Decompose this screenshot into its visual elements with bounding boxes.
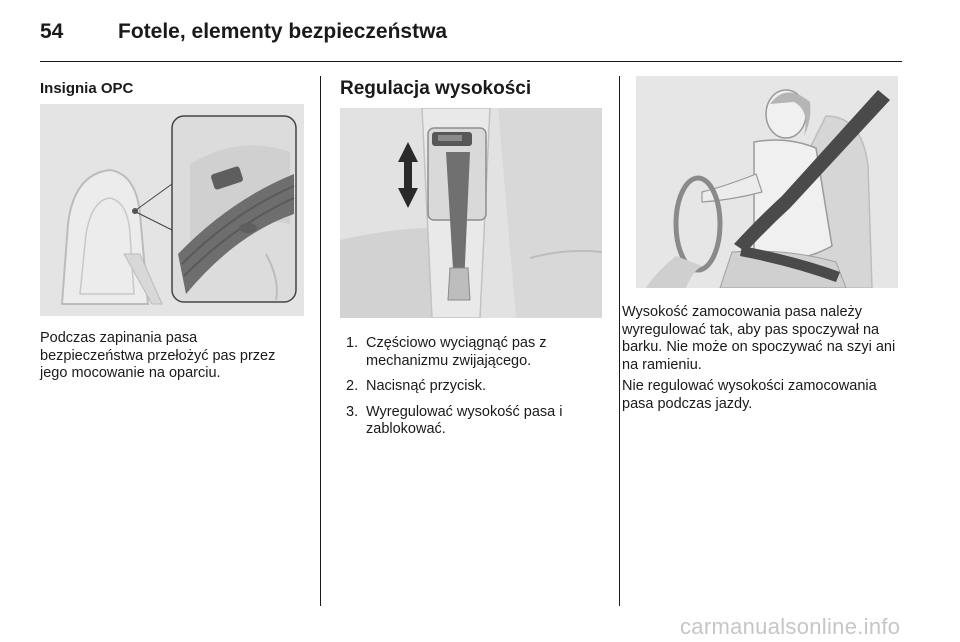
page-number: 54	[40, 20, 64, 43]
step-text: Nacisnąć przycisk.	[366, 378, 487, 394]
page-title: Fotele, elementy bezpieczeństwa	[118, 20, 448, 43]
list-item	[340, 378, 602, 396]
seat-belt-guide-illustration	[40, 104, 304, 316]
watermark: carmanualsonline.info	[680, 614, 901, 639]
step-number: 2.	[346, 378, 359, 394]
page-header	[40, 14, 902, 60]
column-divider-right	[619, 76, 620, 606]
step-number: 1.	[346, 335, 359, 351]
step-text: Częściowo wyciągnąć pas z mechanizmu zwijającego.	[366, 335, 547, 369]
column-height-adjustment	[340, 78, 602, 437]
figure-opc-seat-belt-guide	[40, 104, 304, 316]
belt-position-paragraph: Wysokość zamocowania pasa należy wyregulować tak, aby pas spoczywał na barku. Nie może on spoczywać na szyi ani na ramieniu.	[622, 304, 896, 373]
step-text: Wyregulować wysokość pasa i zablokować.	[366, 403, 563, 437]
header-rule	[40, 61, 902, 62]
list-item	[340, 335, 602, 370]
figure-driver-belt-position	[636, 76, 898, 288]
column-opc	[40, 78, 304, 381]
figure-belt-height-adjuster	[340, 108, 602, 318]
step-number: 3.	[346, 403, 359, 420]
section-heading-opc: Insignia OPC	[40, 80, 134, 97]
driver-seatbelt-illustration	[636, 76, 898, 288]
adjustment-steps-list	[340, 335, 602, 447]
driving-warning-paragraph: Nie regulować wysokości zamocowania pasa podczas jazdy.	[622, 378, 877, 412]
opc-instruction-text: Podczas zapinania pasa bezpieczeństwa przełożyć pas przez jego mocowanie na oparciu.	[40, 330, 276, 381]
height-adjuster-illustration	[340, 108, 602, 318]
column-divider-left	[320, 76, 321, 606]
list-item	[340, 404, 602, 439]
section-heading-height-adjustment: Regulacja wysokości	[340, 78, 532, 99]
